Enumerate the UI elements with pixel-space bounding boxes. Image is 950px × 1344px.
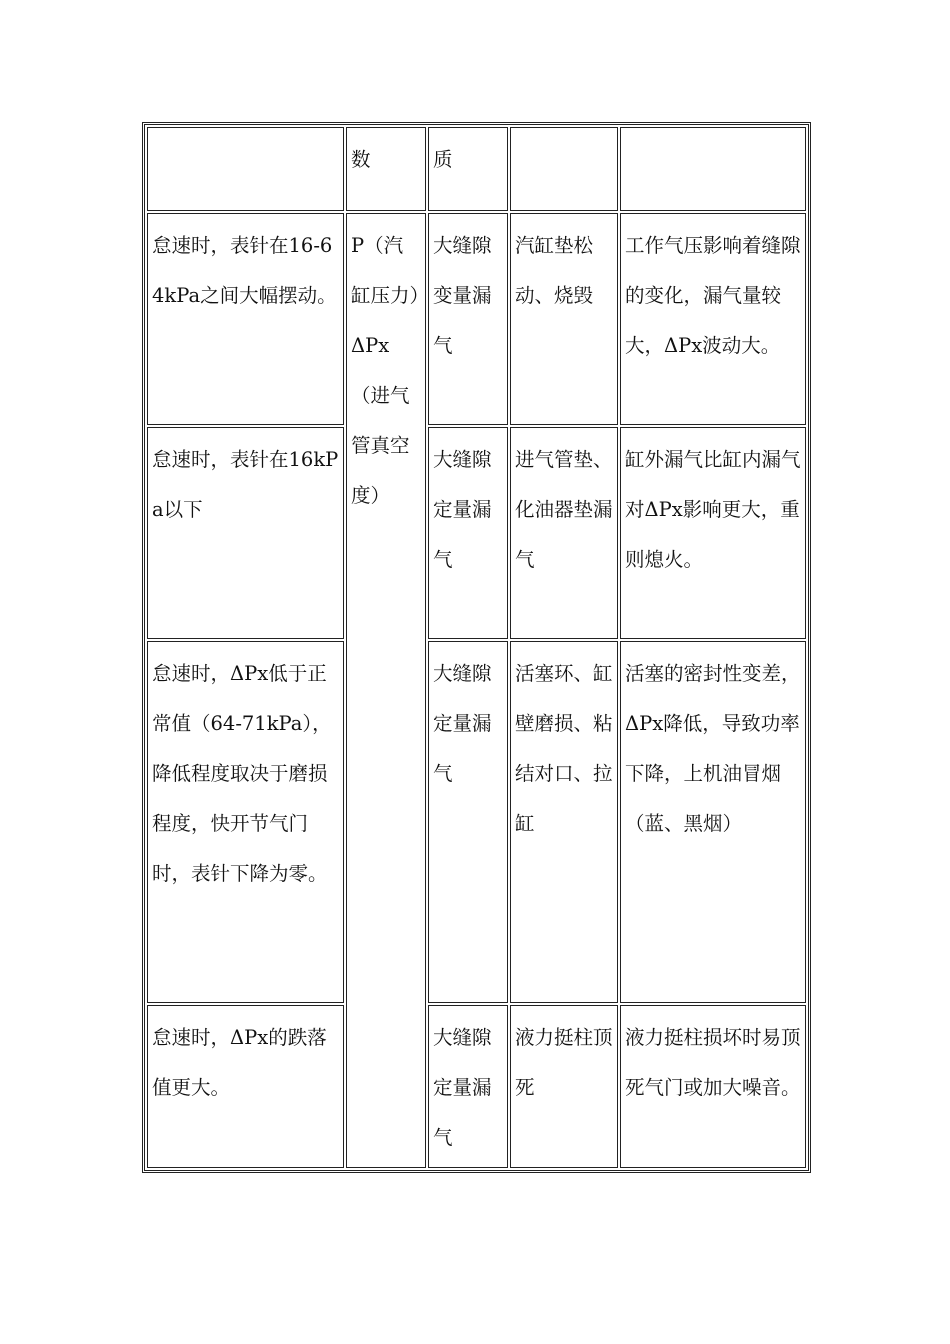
nature-cell: 大缝隙定量漏气 bbox=[428, 1005, 508, 1168]
symptom-cell: 怠速时，表针在16-64kPa之间大幅摆动。 bbox=[147, 213, 344, 425]
header-cell-nature: 质 bbox=[428, 127, 508, 211]
nature-cell: 大缝隙变量漏气 bbox=[428, 213, 508, 425]
header-cell-cause bbox=[510, 127, 618, 211]
nature-cell: 大缝隙定量漏气 bbox=[428, 427, 508, 639]
table-header-row bbox=[147, 127, 806, 211]
header-cell-symptom bbox=[147, 127, 344, 211]
cause-cell: 汽缸垫松动、烧毁 bbox=[510, 213, 618, 425]
table-row bbox=[147, 427, 806, 639]
header-cell-param: 数 bbox=[346, 127, 426, 211]
effect-cell: 活塞的密封性变差，ΔPx降低，导致功率下降，上机油冒烟（蓝、黑烟） bbox=[620, 641, 806, 1003]
effect-cell: 液力挺柱损坏时易顶死气门或加大噪音。 bbox=[620, 1005, 806, 1168]
nature-cell: 大缝隙定量漏气 bbox=[428, 641, 508, 1003]
header-cell-effect bbox=[620, 127, 806, 211]
cause-cell: 液力挺柱顶死 bbox=[510, 1005, 618, 1168]
param-intake-vacuum: ΔPx（进气管真空度） bbox=[351, 334, 410, 507]
cause-cell: 活塞环、缸壁磨损、粘结对口、拉缸 bbox=[510, 641, 618, 1003]
diagnosis-table bbox=[144, 124, 809, 1171]
table-row bbox=[147, 1005, 806, 1168]
cause-cell: 进气管垫、化油器垫漏气 bbox=[510, 427, 618, 639]
table-row bbox=[147, 213, 806, 425]
effect-cell: 缸外漏气比缸内漏气对ΔPx影响更大，重则熄火。 bbox=[620, 427, 806, 639]
table-row bbox=[147, 641, 806, 1003]
symptom-cell: 怠速时，ΔPx低于正常值（64-71kPa），降低程度取决于磨损程度，快开节气门时，表针下降为零。 bbox=[147, 641, 344, 1003]
symptom-cell: 怠速时，表针在16kPa以下 bbox=[147, 427, 344, 639]
effect-cell: 工作气压影响着缝隙的变化，漏气量较大，ΔPx波动大。 bbox=[620, 213, 806, 425]
param-cell bbox=[346, 213, 430, 1168]
param-cylinder-pressure: P（汽缸压力） bbox=[351, 234, 430, 307]
symptom-cell: 怠速时，ΔPx的跌落值更大。 bbox=[147, 1005, 344, 1168]
